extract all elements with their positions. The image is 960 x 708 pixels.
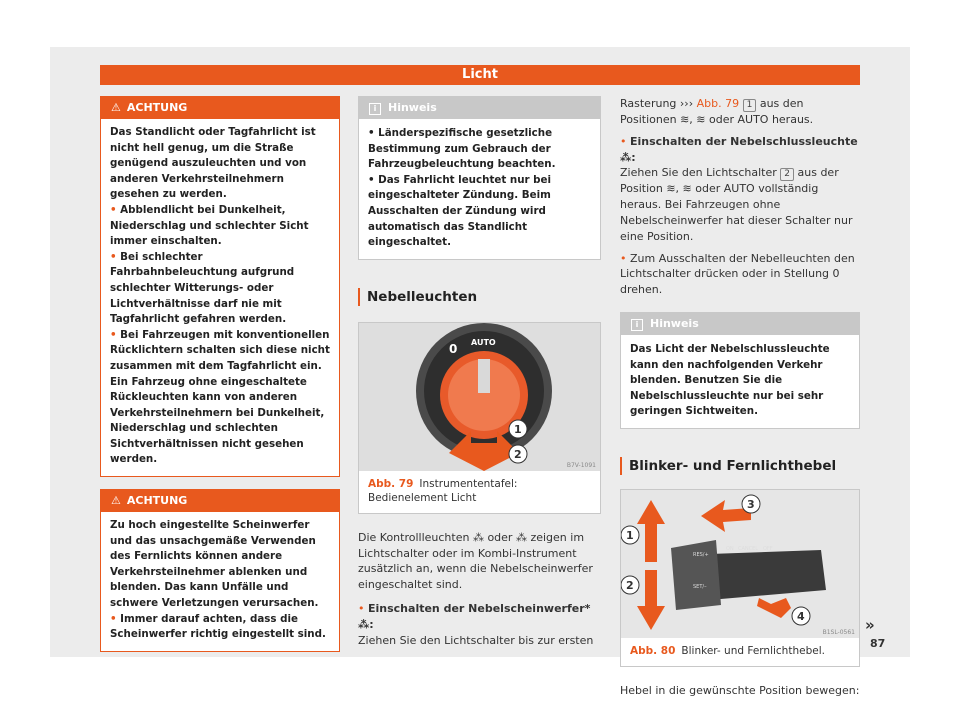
page-number: 87 — [870, 637, 886, 650]
callout-1: 1 — [626, 528, 634, 542]
page-header: Licht — [100, 65, 860, 85]
warning-bullet: • Immer darauf achten, dass die Scheinwerfer richtig eingestellt sind. — [110, 612, 326, 641]
warning-bullet: • Bei schlechter Fahrbahnbeleuchtung aufgrund schlechter Witterungs- oder Lichtverhältnisse darf nie mit Tagfahrlicht gefahren werden. — [110, 250, 295, 326]
column-right — [620, 96, 860, 699]
last-line: Hebel in die gewünschte Position bewegen: — [620, 683, 860, 697]
callout-4: 4 — [797, 609, 805, 623]
dial-label-auto: AUTO — [471, 337, 496, 347]
note-text: Das Licht der Nebelschlussleuchte kann den nachfolgenden Verkehr blenden. Benutzen Sie die Nebelschlussleuchte nur bei sehr geringen Sichtweiten. — [630, 342, 830, 418]
lever-image — [621, 490, 859, 638]
note-box-1 — [358, 96, 601, 260]
lever-svg — [621, 490, 859, 638]
lever-label-cancel: CANCEL — [738, 545, 759, 552]
figure-79 — [358, 322, 601, 514]
figure-caption: Abb. 79 Instrumententafel: Bedienelement Licht — [368, 477, 518, 504]
figure-code: B7V-1091 — [566, 461, 596, 469]
lever-label-off: OFF — [763, 545, 773, 552]
warning-header: ⚠ ACHTUNG — [101, 97, 339, 119]
warning-box-1 — [100, 96, 340, 477]
note-bullet: • Das Fahrlicht leuchtet nur bei eingeschalteter Zündung. Beim Ausschalten der Zündung wird automatisch das Standlicht eingeschaltet. — [368, 173, 552, 249]
info-icon: i — [369, 103, 381, 115]
lever-label-on: ON — [726, 545, 734, 552]
light-switch-image — [359, 323, 600, 471]
dial-label-zero: 0 — [449, 341, 458, 356]
note-header: i Hinweis — [359, 97, 600, 119]
column-middle — [358, 96, 601, 648]
section-title-fog: Nebelleuchten — [358, 288, 601, 306]
callout-3: 3 — [747, 497, 755, 511]
column-left — [100, 96, 340, 652]
warning-intro: Das Standlicht oder Tagfahrlicht ist nicht hell genug, um die Straße genügend auszuleuchten und von anderen Verkehrsteilnehmern gesehen zu werden. — [110, 126, 316, 201]
warning-header: ⚠ ACHTUNG — [101, 490, 339, 512]
col3-bullet: • Einschalten der Nebelschlussleuchte ⁂: Ziehen Sie den Lichtschalter 2 aus der Position ≋, ≋ oder AUTO vollständig heraus. Bei Fahrzeugen ohne Nebelscheinwerfer hat dieser Schalter nur eine Position. — [620, 134, 858, 243]
lever-label-set: SET/– — [693, 583, 707, 590]
note-header: i Hinweis — [621, 313, 859, 335]
warning-bullet: • Abblendlicht bei Dunkelheit, Niederschlag und schlechter Sicht immer einschalten. — [110, 203, 309, 248]
col3-paragraph: Rasterung ››› Abb. 79 1 aus den Positionen ≋, ≋ oder AUTO heraus. — [620, 97, 814, 126]
continue-mark: » — [865, 616, 875, 634]
callout-2: 2 — [626, 578, 634, 592]
section-title-blinker: Blinker- und Fernlichthebel — [620, 457, 860, 475]
figure-80 — [620, 489, 860, 667]
warning-triangle-icon: ⚠ — [111, 494, 121, 508]
callout-2: 2 — [514, 447, 522, 461]
callout-1: 1 — [514, 422, 522, 436]
note-box-2 — [620, 312, 860, 429]
fog-paragraph: Die Kontrollleuchten ⁂ oder ⁂ zeigen im Lichtschalter oder im Kombi-Instrument zusätzlich an, wenn die Nebelscheinwerfer eingeschaltet sind. — [358, 530, 593, 592]
lever-label-res: RES/+ — [693, 551, 709, 558]
note-bullet: • Länderspezifische gesetzliche Bestimmung zum Gebrauch der Fahrzeugbeleuchtung beachten. — [368, 127, 556, 171]
info-icon: i — [631, 319, 643, 331]
warning-bullet: • Bei Fahrzeugen mit konventionellen Rücklichtern schalten sich diese nicht zusammen mit dem Tagfahrlicht ein. Ein Fahrzeug ohne eingeschaltete Rückleuchten kann von anderen Verkehrsteilnehmern bei Dunkelheit, Niederschlag und schlechten Sichtverhältnissen nicht gesehen werden. — [110, 328, 330, 466]
figure-caption: Abb. 80 Blinker- und Fernlichthebel. — [630, 644, 825, 657]
col3-bullet: • Zum Ausschalten der Nebelleuchten den Lichtschalter drücken oder in Stellung 0 drehen. — [620, 251, 855, 297]
warning-box-2 — [100, 489, 340, 652]
warning-triangle-icon: ⚠ — [111, 101, 121, 114]
figure-code: B1SL-0561 — [822, 628, 855, 636]
fog-bullet: • Einschalten der Nebelscheinwerfer* ⁂: Ziehen Sie den Lichtschalter bis zur ersten — [358, 601, 594, 647]
warning-intro: Zu hoch eingestellte Scheinwerfer und das unsachgemäße Verwenden des Fernlichts können andere Verkehrsteilnehmer ablenken und blenden. Das kann Unfälle und schwere Verletzungen verursachen. — [110, 519, 319, 610]
light-switch-dial-svg — [359, 323, 600, 471]
